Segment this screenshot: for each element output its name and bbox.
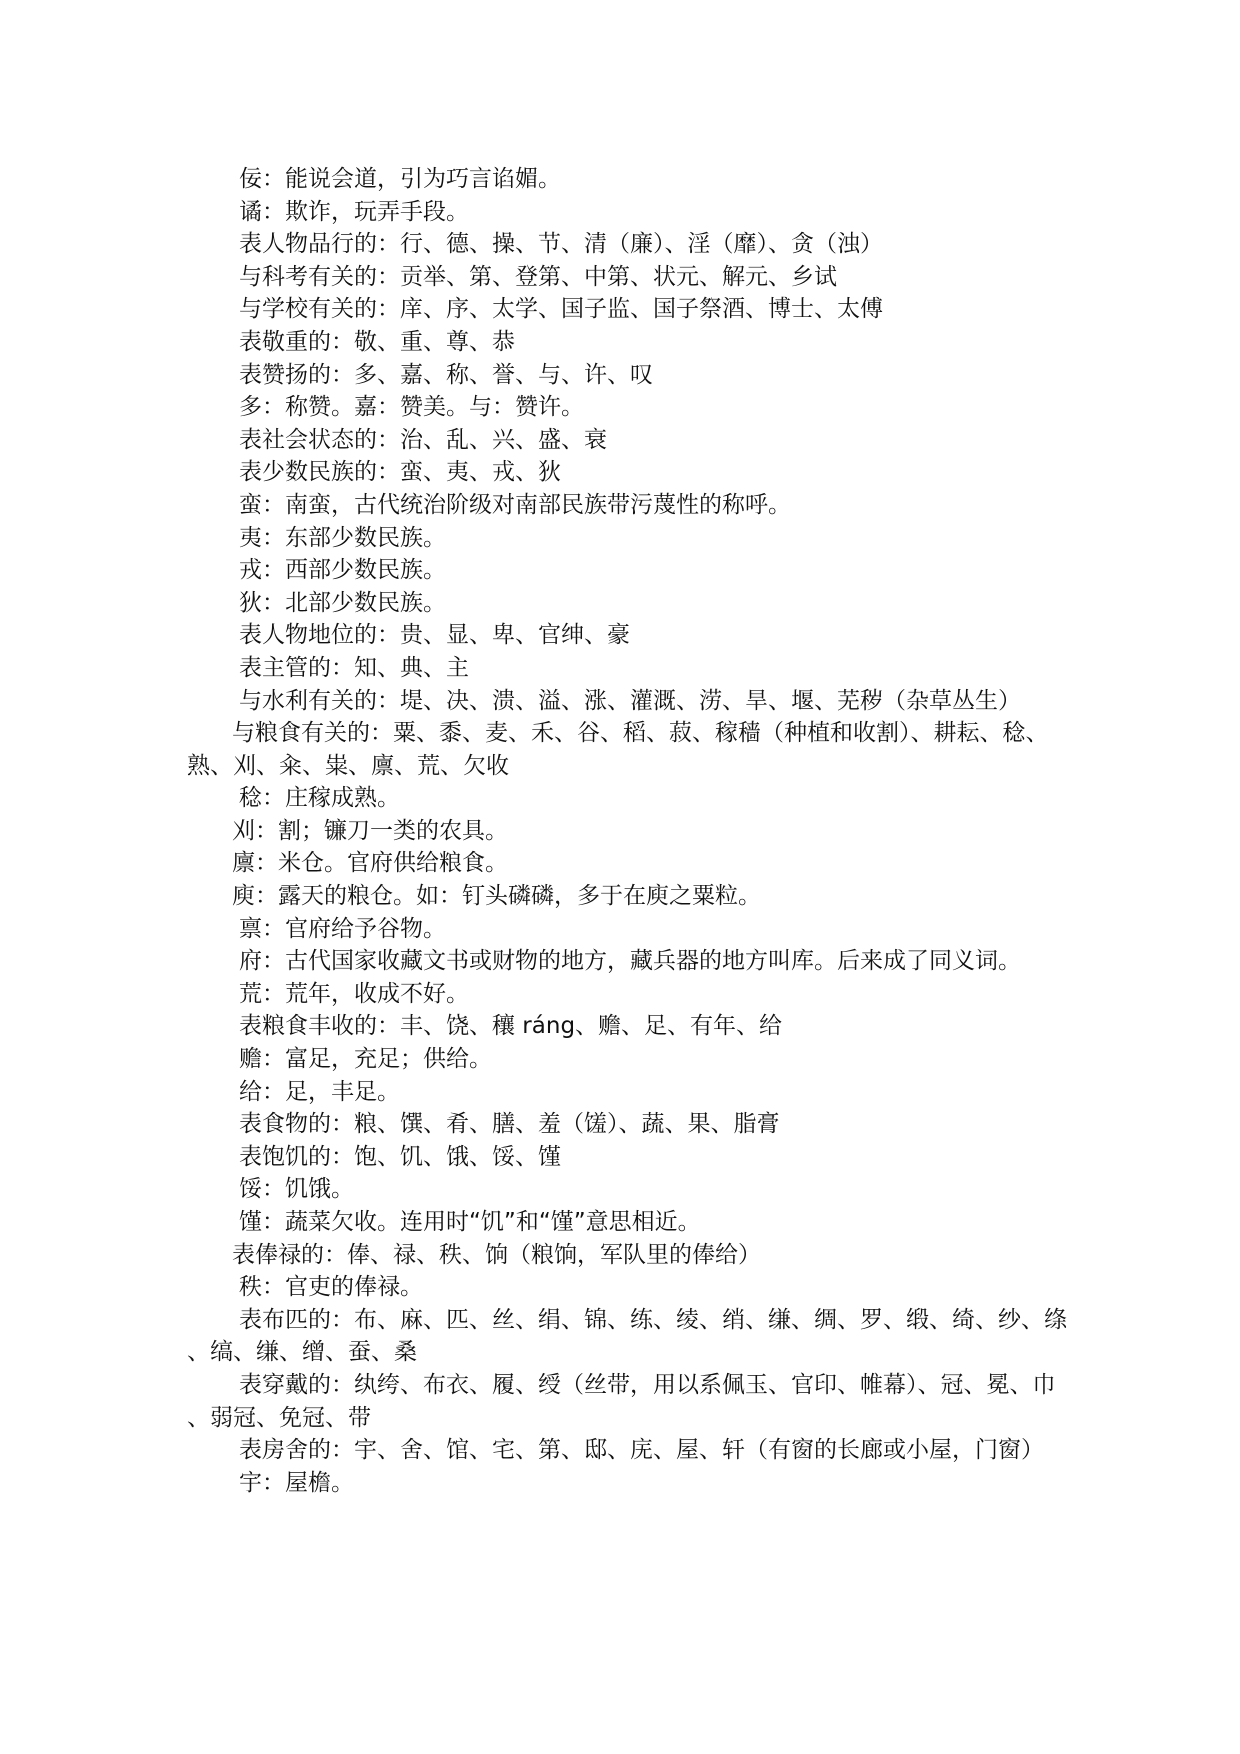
text-line: 表人物地位的：贵、显、卑、官绅、豪 (239, 622, 630, 649)
text-line: 府：古代国家收藏文书或财物的地方，藏兵器的地方叫库。后来成了同义词。 (239, 948, 1021, 975)
text-line: 佞：能说会道，引为巧言谄媚。 (239, 166, 561, 192)
text-line: 表粮食丰收的：丰、饶、穰 ráng、赡、足、有年、给 (239, 1013, 783, 1040)
text-line: 谲：欺诈，玩弄手段。 (239, 198, 469, 225)
text-line: 宇：屋檐。 (239, 1469, 354, 1496)
text-line: 馁：饥饿。 (239, 1176, 354, 1203)
text-line: 表社会状态的：治、乱、兴、盛、衰 (239, 426, 607, 453)
text-line: 多：称赞。嘉：赞美。与：赞许。 (239, 394, 584, 421)
text-line: 表俸禄的：俸、禄、秩、饷（粮饷，军队里的俸给） (232, 1241, 761, 1268)
text-line: 禀：官府给予谷物。 (239, 915, 446, 942)
text-line: 荒：荒年，收成不好。 (239, 980, 469, 1007)
text-line: 表食物的：粮、馔、肴、膳、羞（馐）、蔬、果、脂膏 (239, 1111, 780, 1138)
text-line: 廪：米仓。官府供给粮食。 (232, 850, 508, 877)
text-line: 秩：官吏的俸禄。 (239, 1274, 423, 1301)
document-page (187, 163, 1067, 1499)
text-line: 表赞扬的：多、嘉、称、誉、与、许、叹 (239, 361, 653, 388)
text-line: 表饱饥的：饱、饥、饿、馁、馑 (239, 1143, 561, 1170)
text-line: 表主管的：知、典、主 (239, 654, 469, 681)
text-line: 与粮食有关的：粟、黍、麦、禾、谷、稻、菽、稼穑（种植和收割）、耕耘、稔、熟、刈、籴、粜、廪、荒、欠收 (187, 720, 1049, 779)
text-line: 馑：蔬菜欠收。连用时“饥”和“馑”意思相近。 (239, 1209, 701, 1235)
text-line: 赡：富足，充足；供给。 (239, 1046, 492, 1073)
text-line: 刈：割；镰刀一类的农具。 (232, 817, 508, 844)
text-line: 戎：西部少数民族。 (239, 557, 446, 584)
text-line: 与学校有关的：庠、序、太学、国子监、国子祭酒、博士、太傅 (239, 296, 883, 323)
text-line: 与水利有关的：堤、决、溃、溢、涨、灌溉、涝、旱、堰、芜秽（杂草丛生） (239, 687, 1021, 714)
text-line: 表房舍的：宇、舍、馆、宅、第、邸、庑、屋、轩（有窗的长廊或小屋，门窗） (239, 1437, 1044, 1464)
text-line: 表穿戴的：纨绔、布衣、履、绶（丝带，用以系佩玉、官印、帷幕）、冠、冕、巾、弱冠、免冠、带 (187, 1371, 1056, 1431)
text-line: 给：足，丰足。 (239, 1078, 400, 1105)
text-line: 狄：北部少数民族。 (239, 589, 446, 616)
text-line: 表少数民族的：蛮、夷、戎、狄 (239, 459, 561, 486)
text-line: 与科考有关的：贡举、第、登第、中第、状元、解元、乡试 (239, 263, 837, 290)
text-line: 稔：庄稼成熟。 (239, 785, 400, 812)
text-line: 蛮：南蛮，古代统治阶级对南部民族带污蔑性的称呼。 (239, 491, 791, 518)
text-line: 庾：露天的粮仓。如：钉头磷磷，多于在庾之粟粒。 (232, 883, 761, 910)
text-line: 表布匹的：布、麻、匹、丝、绢、锦、练、绫、绡、缣、绸、罗、缎、绮、纱、绦、缟、缣、缯、蚕、桑 (187, 1306, 1067, 1366)
text-line: 表敬重的：敬、重、尊、恭 (239, 328, 515, 355)
text-line: 表人物品行的：行、德、操、节、清（廉）、淫（靡）、贪（浊） (239, 231, 883, 258)
text-line: 夷：东部少数民族。 (239, 524, 446, 551)
